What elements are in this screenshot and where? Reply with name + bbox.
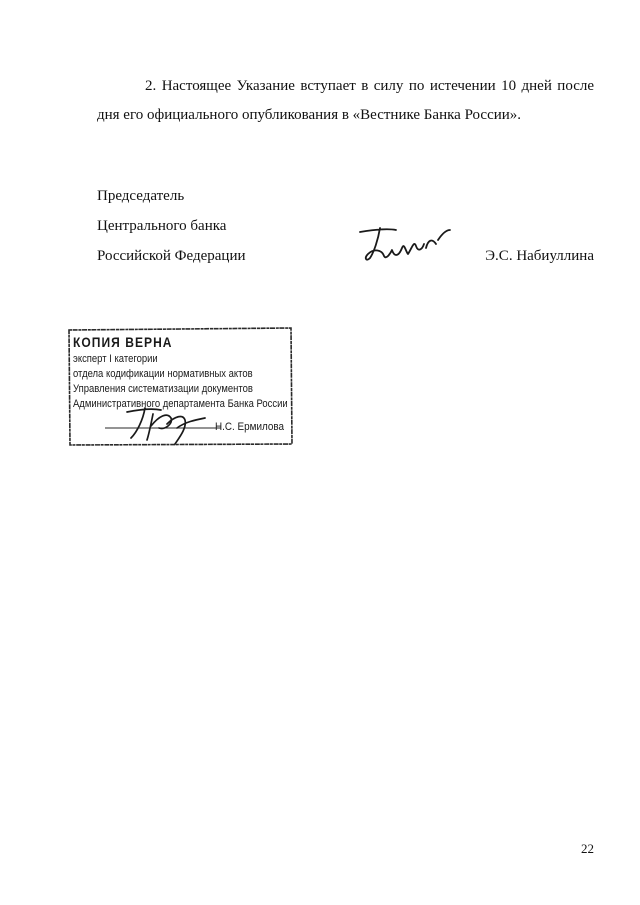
clause-paragraph [97, 72, 594, 130]
page-number: 22 [581, 841, 594, 856]
stamp-department: отдела кодификации нормативных актов [73, 368, 253, 380]
stamp-position: эксперт I категории [73, 353, 158, 365]
signatory-name: Э.С. Набиуллина [485, 248, 594, 264]
stamp-organization: Административного департамента Банка России [73, 398, 288, 410]
clause-text: 2. Настоящее Указание вступает в силу по истечении 10 дней после дня его официального опубликования в «Вестнике Банка России». [97, 78, 594, 123]
stamp-division: Управления систематизации документов [73, 383, 253, 395]
copy-certified-stamp [67, 326, 293, 446]
stamp-title: КОПИЯ ВЕРНА [73, 334, 173, 350]
stamp-signature [101, 404, 221, 446]
signatory-title-line2: Центрального банка [97, 218, 227, 234]
stamp-certifier-name: Н.С. Ермилова [215, 421, 285, 433]
signatory-title-line1: Председатель [97, 188, 185, 204]
chairman-signature [352, 218, 452, 268]
signatory-title-line3: Российской Федерации [97, 248, 246, 264]
